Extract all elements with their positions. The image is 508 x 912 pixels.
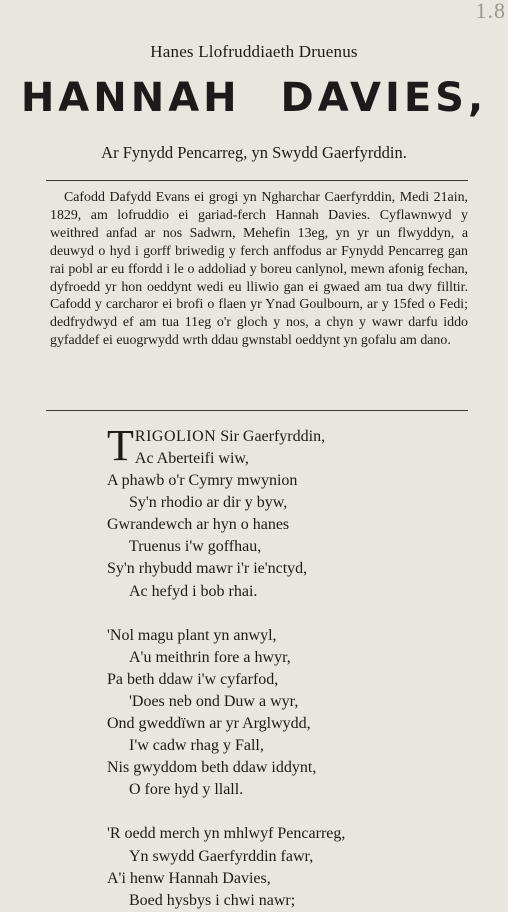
poem-line: 'R oedd merch yn mhlwyf Pencarreg, <box>107 825 346 843</box>
intro-paragraph: Cafodd Dafydd Evans ei grogi yn Ngharchar Caerfyrddin, Medi 21ain, 1829, am lofruddio ei gariad-ferch Hannah Davies. Cyflawnwyd y weithred anfad ar nos Sadwrn, Mehefin 13eg, yn yr un flwyddyn, a deuwyd o hyd i gorff briwedig y ferch anffodus ar Fynydd Pencarreg gan rai pobl ar eu ffordd i le o addoliad y boreu canlynol, mewn afonig fechan, dyfroedd yr hon oeddynt wedi eu lliwio gan ei gwaed am tua dwy filltir. Cafodd y carcharor ei brofi o flaen yr Ynad Goulbourn, ar y 15fed o Fedi; dedfrydwyd ef am tua 11eg o'r gloch y nos, a chyn y wawr darfu iddo gyfaddef ei euogrwydd wrth ddau gwnstabl oeddynt yn gofalu am dano. <box>50 190 468 349</box>
first-line-tail: Sir Gaerfyrddin, <box>216 428 326 445</box>
poem-line: 'Does neb ond Duw a wyr, <box>129 692 299 710</box>
poem-stanza-3 <box>107 823 467 911</box>
page-location: Ar Fynydd Pencarreg, yn Swydd Gaerfyrddin. <box>101 143 407 162</box>
poem-line: Pa beth ddaw i'w cyfarfod, <box>107 670 279 688</box>
poem-line: Ac hefyd i bob rhai. <box>129 582 258 600</box>
first-word: RIGOLION <box>134 428 217 445</box>
divider-top <box>46 180 468 181</box>
page-title: HANNAH DAVIES, <box>20 75 488 121</box>
poem-line: Yn swydd Gaerfyrddin fawr, <box>129 847 314 865</box>
poem-line: Sy'n rhodio ar dir y byw, <box>129 494 288 512</box>
poem-line: 'Nol magu plant yn anwyl, <box>107 626 277 644</box>
page-subtitle: Hanes Llofruddiaeth Druenus <box>150 42 358 61</box>
poem-line: Boed hysbys i chwi nawr; <box>129 891 296 909</box>
poem-line: A phawb o'r Cymry mwynion <box>107 472 298 490</box>
poem-line: Ac Aberteifi wiw, <box>134 450 249 467</box>
poem-line: I'w cadw rhag y Fall, <box>129 737 264 755</box>
poem-stanza-2 <box>107 625 467 802</box>
poem-stanza-1 <box>107 421 467 603</box>
archive-pencil-mark: 1.8 <box>475 0 506 23</box>
poem-line: Nis gwyddom beth ddaw iddynt, <box>107 759 317 777</box>
poem-line: Sy'n rhybudd mawr i'r ie'nctyd, <box>107 560 308 578</box>
drop-cap-letter: T <box>107 421 134 470</box>
divider-bottom <box>46 410 468 411</box>
poem-line: O fore hyd y llall. <box>129 781 244 799</box>
poem-line: Gwrandewch ar hyn o hanes <box>107 516 290 534</box>
poem-line: A'u meithrin fore a hwyr, <box>129 648 291 666</box>
poem-line: Ond gweddïwn ar yr Arglwydd, <box>107 715 311 733</box>
ballad-poem <box>107 421 467 912</box>
poem-line: Truenus i'w goffhau, <box>129 538 262 556</box>
poem-line: A'i henw Hannah Davies, <box>107 869 271 887</box>
